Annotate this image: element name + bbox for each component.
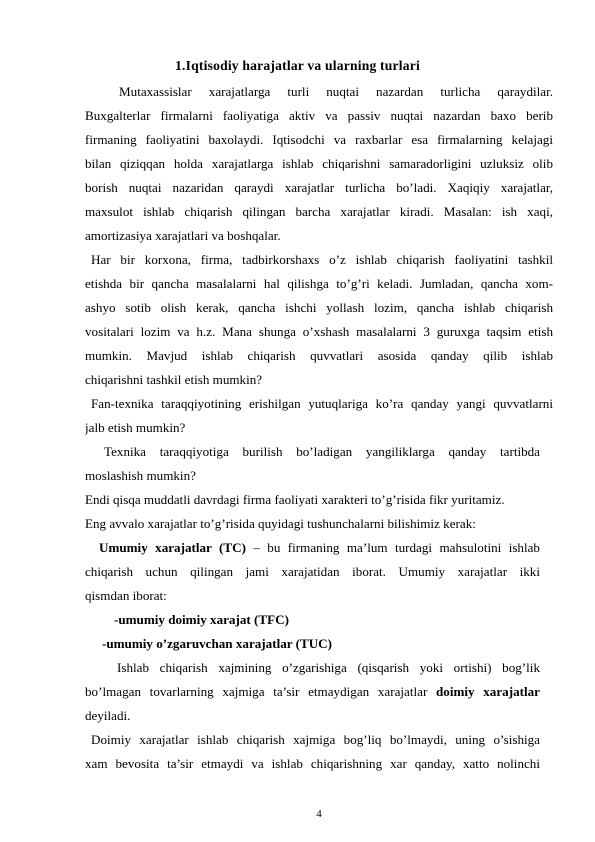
paragraph-line: Fan-texnika taraqqiyotining erishilgan yutuqlariga ko’ra qanday yangi quvvatlarni xyxy=(91,396,553,411)
bold-term-doimiy: doimiy xarajatlar xyxy=(436,684,540,699)
paragraph-line: moslashish mumkin? xyxy=(85,468,196,483)
paragraph-line: Ishlab chiqarish xajmining o’zgarishiga (qisqarish yoki ortishi) bog’lik xyxy=(117,660,540,675)
paragraph-line: jalb etish mumkin? xyxy=(85,420,186,435)
bold-term-tc: Umumiy xarajatlar (TC) xyxy=(99,540,246,555)
paragraph-line: ashyo sotib olish kerak, qancha ishchi yollash lozim, qancha ishlab chiqarish xyxy=(85,300,553,315)
paragraph-line-tc: Umumiy xarajatlar (TC) – bu firmaning ma’lum turdagi mahsulotini ishlab xyxy=(99,540,540,555)
list-item-tfc: -umumiy doimiy xarajat (TFC) xyxy=(114,612,289,627)
paragraph-line: mumkin. Mavjud ishlab chiqarish quvvatlari asosida qanday qilib ishlab xyxy=(85,348,553,363)
paragraph-line: Har bir korxona, firma, tadbirkorshaxs o’z ishlab chiqarish faoliyatini tashkil xyxy=(91,252,553,267)
paragraph-line: chiqarish uchun qilingan jami xarajatidan iborat. Umumiy xarajatlar ikki xyxy=(85,564,540,579)
paragraph-line: maxsulot ishlab chiqarish qilingan barcha xarajatlar kiradi. Masalan: ish xaqi, xyxy=(85,204,553,219)
paragraph-line: etishda bir qancha masalalarni hal qilishga to’g’ri keladi. Jumladan, qancha xom- xyxy=(85,276,553,291)
paragraph-line: borish nuqtai nazaridan qaraydi xarajatlar turlicha bo’ladi. Xaqiqiy xarajatlar, xyxy=(85,180,553,195)
paragraph-line: xam bevosita ta’sir etmaydi va ishlab chiqarishning xar qanday, xatto nolinchi xyxy=(85,756,540,771)
paragraph-line: qismdan iborat: xyxy=(85,588,167,603)
paragraph-line: Endi qisqa muddatli davrdagi firma faoliyati xarakteri to’g’risida fikr yuritamiz. xyxy=(85,492,505,507)
paragraph-line: Mutaxassislar xarajatlarga turli nuqtai nazardan turlicha qaraydilar. xyxy=(119,84,553,99)
paragraph-line: Doimiy xarajatlar ishlab chiqarish xajmiga bog’liq bo’lmaydi, uning o’sishiga xyxy=(91,732,540,747)
paragraph-line: firmaning faoliyatini baxolaydi. Iqtisodchi va raxbarlar esa firmalarning kelajagi xyxy=(85,132,553,147)
list-item-tuc: -umumiy o’zgaruvchan xarajatlar (TUC) xyxy=(102,636,332,651)
paragraph-line: vositalari lozim va h.z. Mana shunga o’xshash masalalarni 3 guruxga taqsim etish xyxy=(85,324,553,339)
paragraph-line: deyiladi. xyxy=(85,708,131,723)
paragraph-line: chiqarishni tashkil etish mumkin? xyxy=(85,372,263,387)
paragraph-line: Eng avvalo xarajatlar to’g’risida quyidagi tushunchalarni bilishimiz kerak: xyxy=(85,516,476,531)
paragraph-line: Buxgalterlar firmalarni faoliyatiga aktiv va passiv nuqtai nazardan baxo berib xyxy=(85,108,553,123)
page-number: 4 xyxy=(316,808,322,820)
section-title: 1.Iqtisodiy harajatlar va ularning turlari xyxy=(175,58,420,73)
paragraph-line: bilan qiziqqan holda xarajatlarga ishlab chiqarishni samaradorligini uzluksiz olib xyxy=(85,156,553,171)
paragraph-line: amortizasiya xarajatlari va boshqalar. xyxy=(85,228,281,243)
paragraph-line-doimiy: bo’lmagan tovarlarning xajmiga ta’sir etmaydigan xarajatlar doimiy xarajatlar xyxy=(85,684,540,699)
paragraph-line: Texnika taraqqiyotiga burilish bo’ladigan yangiliklarga qanday tartibda xyxy=(104,444,540,459)
